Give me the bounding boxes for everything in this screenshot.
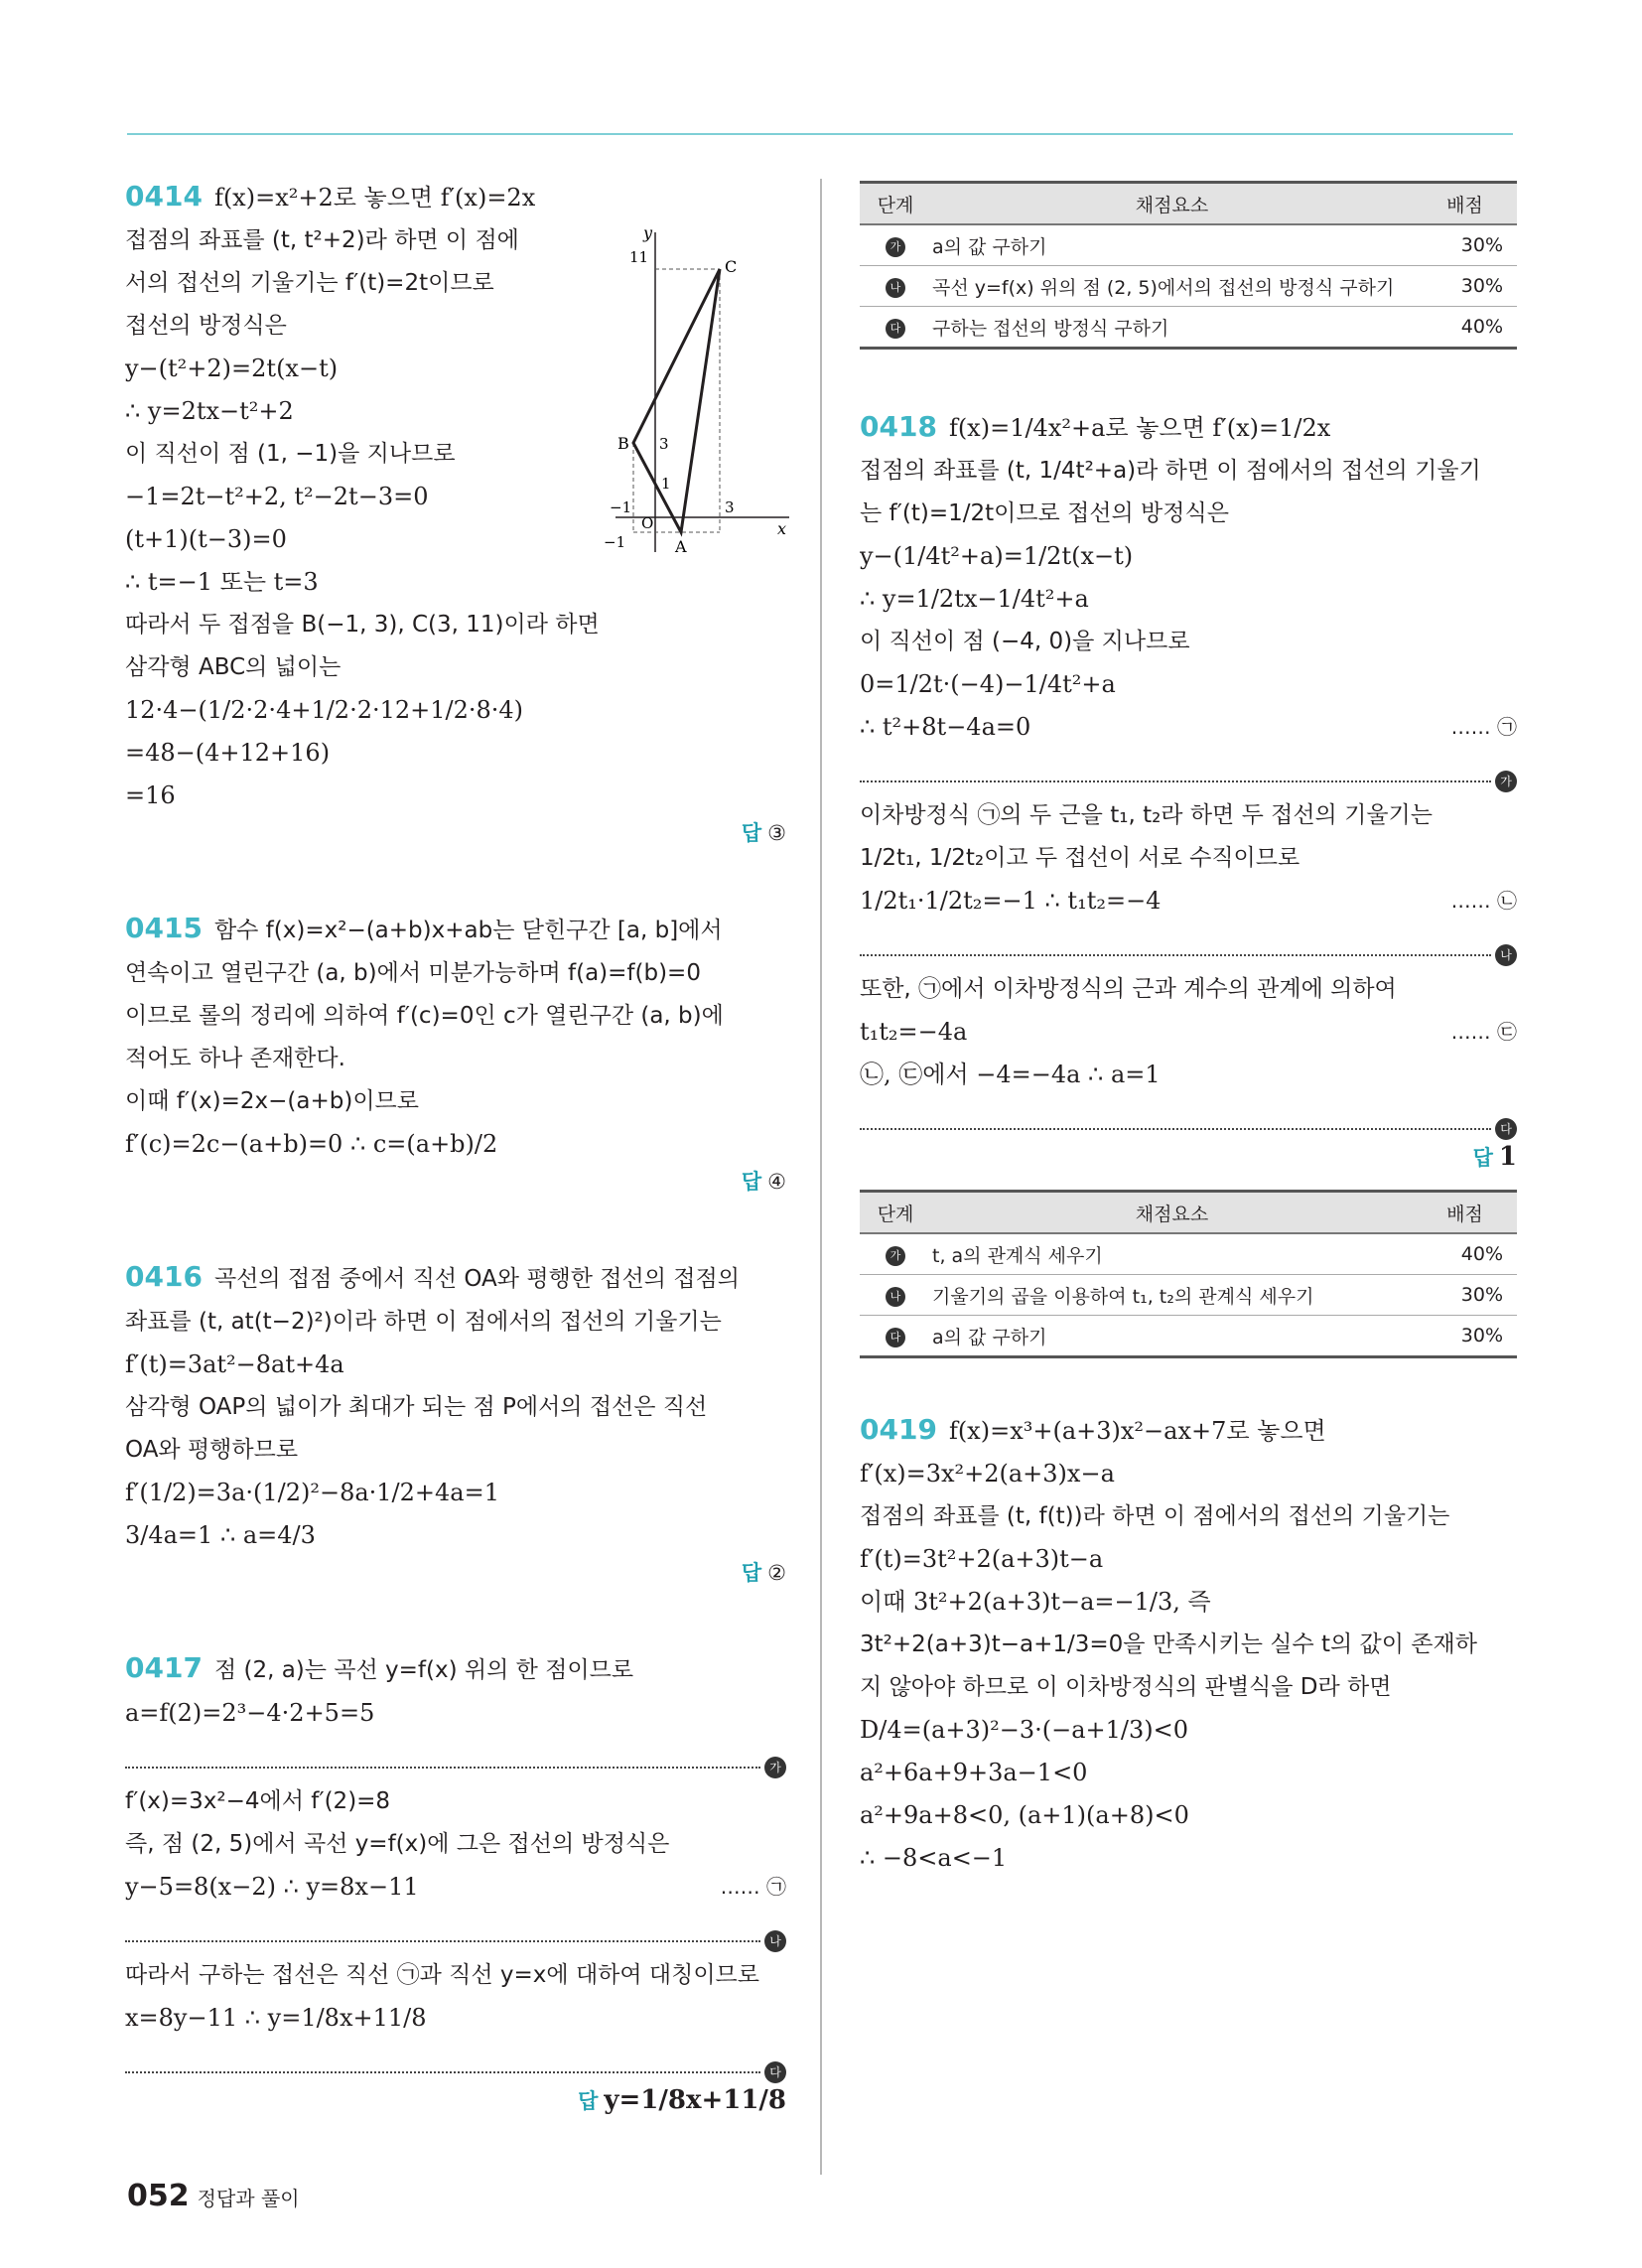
solution-line: 1/2t₁, 1/2t₂이고 두 접선이 서로 수직이므로: [860, 845, 1300, 871]
step-badge: 가: [886, 237, 905, 257]
problem-number: 0418: [860, 410, 937, 443]
problem-number: 0414: [125, 180, 203, 213]
equation-tag: …… ㉠: [1450, 715, 1517, 739]
answer-label: 답: [741, 1170, 762, 1194]
solution-line: 점 (2, a)는 곡선 y=f(x) 위의 한 점이므로: [213, 1657, 634, 1683]
step-badge: 나: [886, 278, 905, 298]
tick-label: 11: [629, 248, 649, 266]
answer-value: ③: [767, 821, 786, 845]
problem-number: 0417: [125, 1651, 203, 1684]
answer: [125, 1166, 786, 1196]
solution-line: 서의 접선의 기울기는 f′(t)=2t이므로: [125, 270, 494, 296]
solution-line: f′(1/2)=3a·(1/2)²−8a·1/2+4a=1: [125, 1479, 499, 1506]
tick-label: 3: [659, 435, 669, 453]
table-cell: 30%: [1413, 1316, 1517, 1357]
solution-line: f′(x)=3x²−4에서 f′(2)=8: [125, 1788, 391, 1814]
footer-label: 정답과 풀이: [197, 2187, 300, 2210]
step-badge: 가: [886, 1246, 905, 1266]
answer: [860, 1142, 1517, 1172]
solution-line: 이때 f′(x)=2x−(a+b)이므로: [125, 1088, 419, 1114]
table-cell: 30%: [1413, 266, 1517, 307]
solution-line: 연속이고 열린구간 (a, b)에서 미분가능하며 f(a)=f(b)=0: [125, 960, 701, 986]
solution-line: 좌표를 (t, at(t−2)²)이라 하면 이 점에서의 접선의 기울기는: [125, 1309, 722, 1335]
solution-line: 12·4−(1/2·2·4+1/2·2·12+1/2·8·4): [125, 696, 524, 724]
table-header-row: [860, 183, 1517, 225]
answer-value: ④: [767, 1170, 786, 1194]
y-axis-label: y: [643, 224, 653, 242]
step-badge: 나: [764, 1930, 786, 1952]
column-header: 단계: [860, 1192, 931, 1234]
answer-label: 답: [741, 1561, 762, 1585]
solution-line: f′(c)=2c−(a+b)=0 ∴ c=(a+b)/2: [125, 1130, 498, 1158]
scoring-table-0417: [860, 181, 1517, 350]
column-header: 채점요소: [931, 1192, 1413, 1234]
step-separator: [860, 928, 1512, 962]
solution-line: 따라서 두 접점을 B(−1, 3), C(3, 11)이라 하면: [125, 612, 600, 638]
table-row: [860, 1316, 1517, 1357]
solution-line: 접선의 방정식은: [125, 313, 287, 339]
answer-label: 답: [1472, 1146, 1493, 1170]
solution-line: 이때 3t²+2(a+3)t−a=−1/3, 즉: [860, 1588, 1211, 1616]
step-badge: 다: [1495, 1118, 1517, 1140]
problem-number: 0419: [860, 1413, 937, 1446]
step-separator: [860, 755, 1512, 788]
table-row: [860, 1275, 1517, 1316]
point-label-b: B: [617, 434, 629, 453]
solution-line: D/4=(a+3)²−3·(−a+1/3)<0: [860, 1716, 1189, 1744]
problem-0417: [125, 1646, 786, 2115]
solution-line: 즉, 점 (2, 5)에서 곡선 y=f(x)에 그은 접선의 방정식은: [125, 1831, 670, 1857]
step-badge: 가: [1495, 771, 1517, 792]
triangle-abc: [633, 269, 720, 532]
column-divider: [820, 179, 822, 2175]
solution-line: y−5=8(x−2) ∴ y=8x−11: [125, 1873, 419, 1901]
solution-line: =16: [125, 781, 176, 809]
right-column: [860, 181, 1517, 1880]
solution-line: 이므로 롤의 정리에 의하여 f′(c)=0인 c가 열린구간 (a, b)에: [125, 1003, 724, 1029]
problem-0415: [125, 907, 786, 1196]
step-badge: 가: [764, 1757, 786, 1778]
solution-line: 곡선의 접점 중에서 직선 OA와 평행한 접선의 접점의: [213, 1266, 740, 1292]
step-badge: 다: [886, 1328, 905, 1347]
solution-line: f(x)=x³+(a+3)x²−ax+7로 놓으면: [948, 1417, 1326, 1445]
table-cell: t, a의 관계식 세우기: [931, 1233, 1413, 1275]
solution-line: y−(t²+2)=2t(x−t): [125, 354, 339, 382]
solution-line: 3/4a=1 ∴ a=4/3: [125, 1521, 316, 1549]
solution-line: 이차방정식 ㉠의 두 근을 t₁, t₂라 하면 두 접선의 기울기는: [860, 802, 1433, 828]
solution-line: 는 f′(t)=1/2t이므로 접선의 방정식은: [860, 500, 1229, 526]
table-cell: 30%: [1413, 1275, 1517, 1316]
point-label-c: C: [725, 257, 738, 276]
triangle-graph: [596, 224, 794, 572]
page-footer: [127, 2179, 300, 2213]
solution-line: x=8y−11 ∴ y=1/8x+11/8: [125, 2004, 427, 2032]
solution-line: −1=2t−t²+2, t²−2t−3=0: [125, 483, 429, 510]
tick-label: 1: [661, 475, 671, 493]
solution-line: 삼각형 OAP의 넓이가 최대가 되는 점 P에서의 접선은 직선: [125, 1394, 708, 1420]
problem-0419: [860, 1408, 1517, 1880]
answer-value: 1: [1498, 1142, 1517, 1172]
solution-line: 이 직선이 점 (1, −1)을 지나므로: [125, 441, 456, 467]
table-cell: 40%: [1413, 1233, 1517, 1275]
solution-line: t₁t₂=−4a: [860, 1018, 968, 1046]
solution-line: 1/2t₁·1/2t₂=−1 ∴ t₁t₂=−4: [860, 887, 1162, 915]
table-cell: 구하는 접선의 방정식 구하기: [931, 307, 1413, 349]
solution-line: 접점의 좌표를 (t, t²+2)라 하면 이 점에: [125, 227, 519, 253]
solution-line: f(x)=1/4x²+a로 놓으면 f′(x)=1/2x: [948, 414, 1331, 442]
solution-line: OA와 평행하므로: [125, 1437, 299, 1463]
problem-0418: [860, 405, 1517, 1172]
origin-label: O: [641, 514, 654, 532]
step-separator: [125, 1741, 781, 1774]
solution-line: a²+9a+8<0, (a+1)(a+8)<0: [860, 1801, 1189, 1829]
solution-line: 지 않아야 하므로 이 이차방정식의 판별식을 D라 하면: [860, 1674, 1392, 1700]
table-row: [860, 307, 1517, 349]
solution-line: 이 직선이 점 (−4, 0)을 지나므로: [860, 629, 1190, 654]
page-number: 052: [127, 2179, 190, 2213]
table-row: [860, 266, 1517, 307]
answer-label: 답: [741, 821, 762, 845]
point-label-a: A: [675, 537, 687, 556]
column-header: 배점: [1413, 1192, 1517, 1234]
table-cell: 30%: [1413, 224, 1517, 266]
solution-line: ∴ y=2tx−t²+2: [125, 397, 294, 425]
tick-label: −1: [604, 533, 626, 551]
table-cell: a의 값 구하기: [931, 1316, 1413, 1357]
x-axis-label: x: [777, 519, 787, 538]
table-header-row: [860, 1192, 1517, 1234]
tick-label: 3: [725, 498, 735, 516]
answer: [125, 2085, 786, 2115]
table-cell: 곡선 y=f(x) 위의 점 (2, 5)에서의 접선의 방정식 구하기: [931, 266, 1413, 307]
scoring-table-0418: [860, 1190, 1517, 1358]
solution-line: 따라서 구하는 접선은 직선 ㉠과 직선 y=x에 대하여 대칭이므로: [125, 1962, 759, 1988]
equation-tag: …… ㉠: [720, 1875, 786, 1899]
solution-line: f′(t)=3t²+2(a+3)t−a: [860, 1545, 1104, 1573]
column-header: 배점: [1413, 183, 1517, 225]
solution-line: f′(t)=3at²−8at+4a: [125, 1350, 344, 1378]
equation-tag: …… ㉢: [1450, 1020, 1517, 1044]
solution-line: a=f(2)=2³−4·2+5=5: [125, 1699, 375, 1727]
answer-value: y=1/8x+11/8: [604, 2085, 786, 2115]
equation-tag: …… ㉡: [1450, 889, 1517, 913]
solution-line: 접점의 좌표를 (t, 1/4t²+a)라 하면 이 점에서의 접선의 기울기: [860, 458, 1481, 484]
step-badge: 나: [1495, 944, 1517, 966]
solution-line: 3t²+2(a+3)t−a+1/3=0을 만족시키는 실수 t의 값이 존재하: [860, 1631, 1477, 1657]
answer: [125, 817, 786, 847]
table-row: [860, 224, 1517, 266]
solution-line: ∴ t=−1 또는 t=3: [125, 568, 319, 596]
step-separator: [125, 2046, 781, 2079]
solution-line: f′(x)=3x²+2(a+3)x−a: [860, 1460, 1115, 1488]
problem-number: 0416: [125, 1260, 203, 1293]
solution-line: ∴ −8<a<−1: [860, 1844, 1008, 1872]
solution-line: 함수 f(x)=x²−(a+b)x+ab는 닫힌구간 [a, b]에서: [213, 918, 723, 943]
solution-line: y−(1/4t²+a)=1/2t(x−t): [860, 542, 1134, 570]
top-rule: [127, 133, 1513, 135]
step-separator: [860, 1102, 1512, 1136]
answer-value: ②: [767, 1561, 786, 1585]
answer: [125, 1557, 786, 1587]
tick-label: −1: [610, 498, 632, 516]
answer-label: 답: [578, 2089, 599, 2113]
solution-line: 접점의 좌표를 (t, f(t))라 하면 이 점에서의 접선의 기울기는: [860, 1503, 1450, 1529]
solution-line: =48−(4+12+16): [125, 739, 331, 767]
solution-line: 적어도 하나 존재한다.: [125, 1046, 345, 1071]
table-row: [860, 1233, 1517, 1275]
step-badge: 다: [764, 2061, 786, 2083]
problem-0416: [125, 1255, 786, 1587]
solution-line: ㉡, ㉢에서 −4=−4a ∴ a=1: [860, 1061, 1161, 1088]
step-badge: 다: [886, 319, 905, 339]
solution-line: ∴ y=1/2tx−1/4t²+a: [860, 585, 1089, 613]
step-badge: 나: [886, 1287, 905, 1307]
solution-line: (t+1)(t−3)=0: [125, 525, 287, 553]
column-header: 채점요소: [931, 183, 1413, 225]
solution-line: 또한, ㉠에서 이차방정식의 근과 계수의 관계에 의하여: [860, 976, 1397, 1002]
table-cell: 기울기의 곱을 이용하여 t₁, t₂의 관계식 세우기: [931, 1275, 1413, 1316]
solution-line: 삼각형 ABC의 넓이는: [125, 654, 342, 680]
step-separator: [125, 1914, 781, 1948]
column-header: 단계: [860, 183, 931, 225]
solution-line: 0=1/2t·(−4)−1/4t²+a: [860, 670, 1116, 698]
solution-line: a²+6a+9+3a−1<0: [860, 1759, 1088, 1786]
solution-line: ∴ t²+8t−4a=0: [860, 713, 1031, 741]
table-cell: 40%: [1413, 307, 1517, 349]
table-cell: a의 값 구하기: [931, 224, 1413, 266]
solution-line: f(x)=x²+2로 놓으면 f′(x)=2x: [213, 184, 536, 212]
problem-number: 0415: [125, 912, 203, 944]
